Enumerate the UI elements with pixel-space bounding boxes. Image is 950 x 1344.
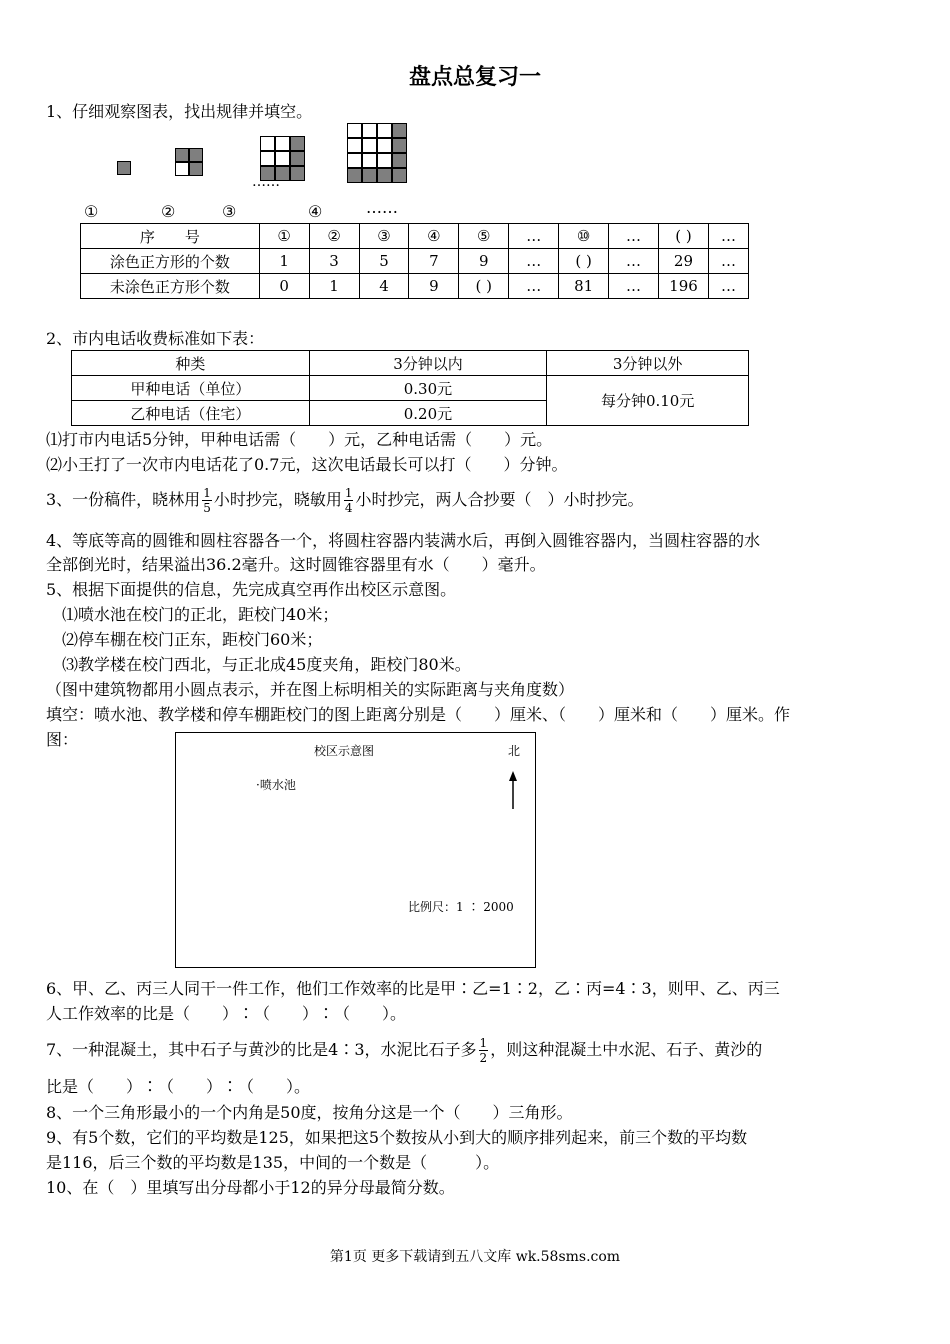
table-cell: 196 bbox=[659, 274, 709, 299]
figure-dots-small: …… bbox=[252, 174, 280, 190]
pattern-table bbox=[80, 223, 749, 299]
q5-item-2: ⑵停车棚在校门正东，距校门60米； bbox=[62, 630, 323, 649]
fraction-1-2 bbox=[479, 1036, 489, 1065]
q5-fill-line2: 图： bbox=[46, 730, 79, 749]
table-cell: 29 bbox=[659, 249, 709, 274]
fraction-denominator: 2 bbox=[479, 1051, 488, 1065]
table-cell: 4 bbox=[359, 274, 409, 299]
table-cell: ( ) bbox=[559, 249, 609, 274]
header-cell: … bbox=[609, 224, 659, 249]
table-cell: 81 bbox=[559, 274, 609, 299]
q3-part1: 3、一份稿件，晓林用 bbox=[46, 490, 201, 509]
q5-item-3: ⑶教学楼在校门西北，与正北成45度夹角，距校门80米。 bbox=[62, 655, 471, 674]
q5-fill-line1: 填空：喷水池、教学楼和停车棚距校门的图上距离分别是（ ）厘米、（ ）厘米和（ ）厘米。作 bbox=[46, 705, 791, 724]
figure-label-3: ③ bbox=[222, 202, 237, 221]
campus-map bbox=[175, 732, 536, 968]
q2-text: 2、市内电话收费标准如下表： bbox=[46, 329, 265, 348]
header-cell: 3分钟以外 bbox=[547, 351, 749, 376]
header-cell: 3分钟以内 bbox=[309, 351, 547, 376]
fraction-numerator: 1 bbox=[344, 486, 353, 500]
fraction-1-4 bbox=[344, 486, 354, 515]
q3-line bbox=[46, 483, 644, 517]
fountain-point: ·喷水池 bbox=[256, 778, 296, 792]
header-cell: ① bbox=[259, 224, 309, 249]
table-cell: 1 bbox=[309, 274, 359, 299]
figure-label-1: ① bbox=[84, 202, 99, 221]
q2-sub1: ⑴打市内电话5分钟，甲种电话需（ ）元，乙种电话需（ ）元。 bbox=[46, 430, 553, 449]
q9-line2: 是116，后三个数的平均数是135，中间的一个数是（ ）。 bbox=[46, 1153, 500, 1172]
north-arrow-icon bbox=[506, 771, 520, 811]
table-cell: 9 bbox=[459, 249, 509, 274]
q7-part2: ，则这种混凝土中水泥、石子、黄沙的 bbox=[490, 1040, 763, 1059]
table-row bbox=[81, 249, 749, 274]
table-cell: 9 bbox=[409, 274, 459, 299]
q7-line2: 比是（ ）∶（ ）∶（ ）。 bbox=[46, 1077, 311, 1096]
map-north-label: 北 bbox=[508, 744, 521, 758]
table-row bbox=[72, 376, 749, 401]
table-cell: 未涂色正方形个数 bbox=[81, 274, 260, 299]
q7-part1: 7、一种混凝土，其中石子与黄沙的比是4∶3，水泥比石子多 bbox=[46, 1040, 477, 1059]
header-cell: ⑩ bbox=[559, 224, 609, 249]
header-cell: 序 号 bbox=[81, 224, 260, 249]
table-cell: … bbox=[708, 249, 748, 274]
table-cell: 5 bbox=[359, 249, 409, 274]
q10-line: 10、在（ ）里填写出分母都小于12的异分母最简分数。 bbox=[46, 1178, 455, 1197]
q6-line1: 6、甲、乙、丙三人同干一件工作，他们工作效率的比是甲∶乙=1∶2，乙∶丙=4∶3，则甲、乙、丙三 bbox=[46, 979, 780, 998]
table-cell: … bbox=[609, 249, 659, 274]
figure-label-4: ④ bbox=[308, 202, 323, 221]
table-cell: … bbox=[509, 274, 559, 299]
table-cell: 甲种电话（单位） bbox=[72, 376, 310, 401]
q5-item-1: ⑴喷水池在校门的正北，距校门40米； bbox=[62, 605, 339, 624]
table-header-row bbox=[81, 224, 749, 249]
table-cell: … bbox=[708, 274, 748, 299]
q1-text: 1、仔细观察图表，找出规律并填空。 bbox=[46, 102, 313, 121]
fraction-numerator: 1 bbox=[479, 1036, 488, 1050]
table-row bbox=[81, 274, 749, 299]
table-cell: 0 bbox=[259, 274, 309, 299]
table-cell: 每分钟0.10元 bbox=[547, 376, 749, 426]
table-cell: 乙种电话（住宅） bbox=[72, 401, 310, 426]
header-cell: ⑤ bbox=[459, 224, 509, 249]
figure-label-dots: …… bbox=[366, 198, 398, 217]
header-cell: ( ) bbox=[659, 224, 709, 249]
map-title: 校区示意图 bbox=[314, 744, 375, 758]
table-header-row bbox=[72, 351, 749, 376]
map-scale: 比例尺：1 ∶ 2000 bbox=[408, 900, 514, 914]
table-cell: 涂色正方形的个数 bbox=[81, 249, 260, 274]
page-title: 盘点总复习一 bbox=[408, 64, 541, 90]
q3-part2: 小时抄完，晓敏用 bbox=[213, 490, 342, 509]
fraction-1-5 bbox=[202, 486, 212, 515]
table-cell: … bbox=[509, 249, 559, 274]
header-cell: ② bbox=[309, 224, 359, 249]
q3-part3: 小时抄完，两人合抄要（ ）小时抄完。 bbox=[355, 490, 644, 509]
table-cell: 1 bbox=[259, 249, 309, 274]
table-cell: 7 bbox=[409, 249, 459, 274]
phone-rate-table bbox=[71, 350, 749, 426]
table-cell: ( ) bbox=[459, 274, 509, 299]
header-cell: … bbox=[509, 224, 559, 249]
q4-line2: 全部倒光时，结果溢出36.2毫升。这时圆锥容器里有水（ ）毫升。 bbox=[46, 555, 546, 574]
table-cell: 3 bbox=[309, 249, 359, 274]
header-cell: 种类 bbox=[72, 351, 310, 376]
q5-note: （图中建筑物都用小圆点表示，并在图上标明相关的实际距离与夹角度数） bbox=[46, 680, 575, 699]
header-cell: ③ bbox=[359, 224, 409, 249]
q2-sub2: ⑵小王打了一次市内电话花了0.7元，这次电话最长可以打（ ）分钟。 bbox=[46, 455, 568, 474]
table-cell: … bbox=[609, 274, 659, 299]
q4-line1: 4、等底等高的圆锥和圆柱容器各一个，将圆柱容器内装满水后，再倒入圆锥容器内，当圆柱容器的水 bbox=[46, 531, 761, 550]
figure-label-2: ② bbox=[161, 202, 176, 221]
q9-line1: 9、有5个数，它们的平均数是125，如果把这5个数按从小到大的顺序排列起来，前三个数的平均数 bbox=[46, 1128, 748, 1147]
header-cell: ④ bbox=[409, 224, 459, 249]
fraction-numerator: 1 bbox=[203, 486, 211, 500]
table-cell: 0.20元 bbox=[309, 401, 547, 426]
page-footer: 第1页 更多下载请到五八文库 wk.58sms.com bbox=[329, 1249, 621, 1265]
q6-line2: 人工作效率的比是（ ）∶（ ）∶（ ）。 bbox=[46, 1004, 407, 1023]
q5-text: 5、根据下面提供的信息，先完成真空再作出校区示意图。 bbox=[46, 580, 457, 599]
header-cell: … bbox=[708, 224, 748, 249]
table-cell: 0.30元 bbox=[309, 376, 547, 401]
q8-line: 8、一个三角形最小的一个内角是50度，按角分这是一个（ ）三角形。 bbox=[46, 1103, 573, 1122]
q7-line1 bbox=[46, 1030, 762, 1070]
fraction-denominator: 5 bbox=[203, 501, 211, 515]
fraction-denominator: 4 bbox=[344, 501, 353, 515]
